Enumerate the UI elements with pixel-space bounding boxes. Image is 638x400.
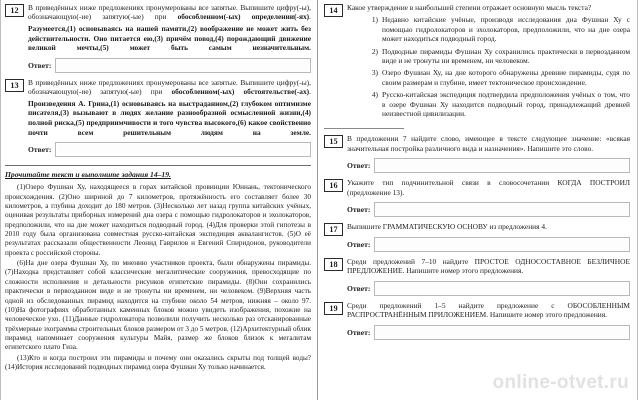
passage-paragraph-2: (6)На дне озера Фушиан Ху, по мнению участников проекта, были обнаружены пирамиды. (7)Находка представляет собой классические мегалитические сооружения, превосходящие по сложности исполнения и детальности рисунков египетские пирамиды. (8)Они сохранились практически в первозданном виде и не тронуты ни временем, ни человеком. (9)Верхняя часть одной из обследованных пирамид находится на глубине около 54 метров, нижняя – около 97. (10)На фотографиях обработанных каменных блоков можно увидеть изображения, похожие на человеческое ухо. (11)Данные гидролокатора позволили получить несколько раз отсканированные трёхмерные эхограммы строительных блоков размером от 3 до 5 метров. (12)Архитектурный облик пирамид напоминает сооружения культуры Майя, размер же блоков близок к мегалитам египетского плато Гиза. — [5, 259, 311, 352]
passage-paragraph-1: (1)Озеро Фушиан Ху, находящееся в горах китайской провинции Юннань, тектонического происхождения. (2)Оно шириной до 7 километров, протяжённость его составляет более 30 километров, а глубина доходит до 180 метров. (3)Несколько лет назад группа китайских учёных, оценивая результаты приборных измерений дна озера с помощью гидролокаторов и эхолокаторов, предположили, что на дне может находиться подводный город. (4)Для проверки этой гипотезы в 2010 году была организована совместная русско-китайская экспедиция аквалангистов. (5)О её результатах рассказали общественности Леонид Гаврилов и Евгений Спиридонов, руководители проекта с российской стороны. — [5, 183, 311, 257]
task-12-body — [28, 3, 311, 75]
task-12-answer-row — [28, 58, 311, 73]
task-19-stem: Среди предложений 1–5 найдите предложение с ОБОСОБЛЕННЫМ РАСПРОСТРАНЁННЫМ ПРИЛОЖЕНИЕМ. Напишите номер этого предложения. — [347, 300, 630, 320]
task-14-option-4-text: Русско-китайская экспедиция подтвердила предположения учёных о том, что в озере Фушиан Ху находится подводный город, принадлежащий древней неизвестной цивилизации. — [382, 90, 630, 118]
task-18-stem: Среди предложений 7–10 найдите ПРОСТОЕ ОДНОСОСТАВНОЕ БЕЗЛИЧНОЕ ПРЕДЛОЖЕНИЕ. Напишите номер этого предложения. — [347, 256, 630, 276]
site-watermark: online-otvet.ru — [492, 372, 629, 393]
left-column — [0, 0, 318, 400]
task-13-answer-label: Ответ: — [28, 145, 52, 155]
task-18-body — [347, 257, 630, 298]
task-14-option-3[interactable] — [347, 68, 630, 87]
task-15-number: 15 — [324, 135, 343, 148]
task-14-body — [347, 3, 630, 121]
task-16-stem: Укажите тип подчинительной связи в словосочетании КОГДА ПОСТРОИЛ (предложение 13). — [347, 178, 630, 197]
task-17-answer-label: Ответ: — [347, 239, 371, 249]
task-14-option-3-text: Озеро Фушиан Ху, на дне которого обнаружены древние пирамиды, судя по своим размерам и глубине, имеет тектоническое происхождение. — [382, 68, 630, 87]
task-14 — [324, 3, 630, 121]
task-16 — [324, 178, 630, 219]
task-19-number: 19 — [324, 302, 343, 315]
passage-paragraph-3: (13)Кто и когда построил эти пирамиды и почему они оказались скрыты под толщей воды? (14)История исследований подводных пирамид озера Фушиан Ху только начинается. — [5, 353, 311, 372]
task-12-answer-label: Ответ: — [28, 60, 52, 70]
task-15-stem: В предложении 7 найдите слово, имеющее в тексте следующее значение: «всякая значительная постройка различного вида и назначения». Напишите это слово. — [347, 134, 630, 153]
task-13-answer-row — [28, 142, 311, 157]
task-18-answer-input[interactable] — [374, 281, 630, 296]
task-13-answer-input[interactable] — [55, 142, 311, 157]
task-14-options — [347, 15, 630, 118]
task-13-stem-bold: обособленном(-ых) обстоятельстве(-ах) — [171, 87, 310, 97]
task-14-option-4[interactable] — [347, 90, 630, 118]
task-12-number: 12 — [5, 4, 24, 17]
task-19 — [324, 301, 630, 342]
task-12-answer-input[interactable] — [55, 58, 311, 73]
task-14-number: 14 — [324, 4, 343, 17]
task-15 — [324, 134, 630, 175]
task-12-stem-part2: . — [309, 12, 311, 22]
task-14-divider — [324, 128, 404, 129]
task-15-answer-row — [347, 158, 630, 173]
task-12 — [5, 3, 311, 75]
task-17-answer-input[interactable] — [374, 237, 630, 252]
task-15-answer-label: Ответ: — [347, 161, 371, 171]
task-16-answer-row — [347, 202, 630, 217]
task-15-body — [347, 134, 630, 175]
task-12-stem-part1: В приведённых ниже предложениях пронумерованы все запятые. Выпишите цифру(-ы), обозначающую(-ие) запятую(-ые) при — [28, 3, 311, 22]
task-18 — [324, 257, 630, 298]
task-19-body — [347, 301, 630, 342]
task-14-option-4-marker: 4) — [371, 90, 378, 100]
task-19-answer-input[interactable] — [374, 325, 630, 340]
task-12-sentences: Разумеется,(1) основываясь на нашей памяти,(2) воображение не может жить без действительности. Оно питается ею,(3) причём повод,(4) порождающий движение великой мечты,(5) может быть самым незначительным. — [28, 23, 311, 53]
right-column — [318, 0, 638, 400]
task-14-option-2[interactable] — [347, 47, 630, 66]
task-18-answer-row — [347, 281, 630, 296]
task-14-option-3-marker: 3) — [371, 68, 378, 78]
task-13-stem-part2: . — [309, 87, 312, 97]
task-14-option-2-text: Подводные пирамиды Фушиан Ху сохранились практически в первозданном виде и не тронуты ни временем, ни человеком. — [382, 46, 630, 66]
task-14-option-1-marker: 1) — [371, 15, 378, 25]
task-13 — [5, 78, 311, 159]
task-16-answer-input[interactable] — [374, 202, 630, 217]
task-16-answer-label: Ответ: — [347, 205, 371, 215]
task-13-sentences: Произведения А. Грина,(1) основываясь на выстраданном,(2) глубоком оптимизме писателя,(3) вызывают в людях желание разнообразной осмысленной жизни,(4) полной риска,(5) предприимчивости и того чувства высокого,(6) какое свойственно почти всем решительным людям на земле. — [28, 98, 311, 137]
task-13-body — [28, 78, 311, 159]
task-14-option-1-text: Недавно китайские учёные, производя исследования дна Фушиан Ху с помощью гидролокаторов и эхолокаторов, предположили, что на дне озера может находиться подводный город. — [382, 15, 630, 44]
reading-instruction: Прочитайте текст и выполните задания 14–19. — [5, 170, 171, 180]
task-17-body — [347, 222, 630, 253]
section-divider — [5, 165, 311, 166]
task-14-option-2-marker: 2) — [371, 46, 378, 56]
task-12-stem-bold: обособленном(-ых) определении(-ях) — [177, 12, 310, 22]
task-19-answer-label: Ответ: — [347, 327, 371, 337]
task-16-body — [347, 178, 630, 219]
task-12-stem — [28, 3, 311, 22]
task-17-answer-row — [347, 237, 630, 252]
task-17-stem: Выпишите ГРАММАТИЧЕСКУЮ ОСНОВУ из предложения 4. — [347, 222, 547, 232]
reading-passage — [5, 183, 311, 372]
task-18-number: 18 — [324, 258, 343, 271]
task-18-answer-label: Ответ: — [347, 283, 371, 293]
task-15-answer-input[interactable] — [374, 158, 630, 173]
task-13-stem — [28, 78, 311, 97]
task-14-option-1[interactable] — [347, 15, 630, 43]
task-16-number: 16 — [324, 179, 343, 192]
task-17-number: 17 — [324, 223, 343, 236]
task-17 — [324, 222, 630, 253]
task-13-number: 13 — [5, 79, 24, 92]
task-13-stem-part1: В приведённых ниже предложениях пронумерованы все запятые. Выпишите цифру(-ы), обозначающую(-ие) запятую(-ые) при — [28, 77, 311, 97]
task-19-answer-row — [347, 325, 630, 340]
task-14-stem: Какое утверждение в наибольшей степени отражает основную мысль текста? — [347, 3, 592, 12]
